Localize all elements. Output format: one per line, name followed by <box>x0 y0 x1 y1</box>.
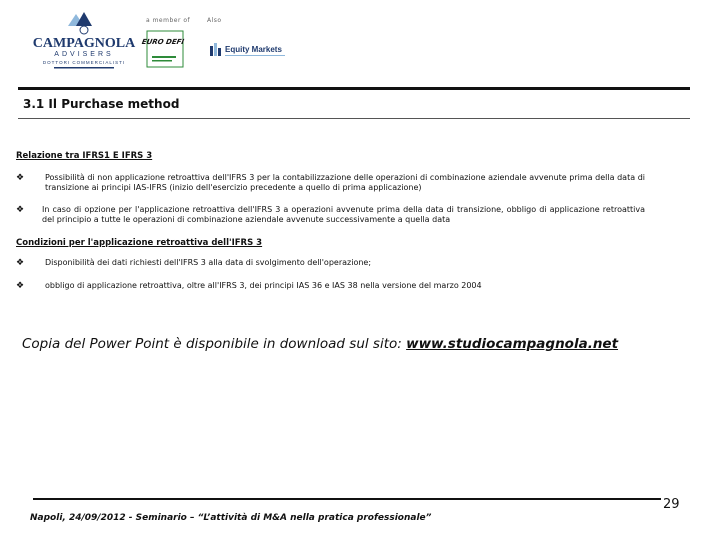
heading-ifrs1-ifrs3: Relazione tra IFRS1 E IFRS 3 <box>16 151 153 161</box>
bullet-diamond-icon: ❖ <box>16 258 25 268</box>
heading-condizioni: Condizioni per l'applicazione retroattiva dell'IFRS 3 <box>16 238 263 248</box>
website-link[interactable]: www.studiocampagnola.net <box>406 336 619 352</box>
member-label: a member of <box>146 17 191 24</box>
euro-defi-logo <box>141 30 185 68</box>
equity-logo-text: Equity Markets <box>225 45 282 54</box>
logo-tagline-text: DOTTORI COMMERCIALISTI <box>42 60 126 65</box>
bullet-text: In caso di opzione per l'applicazione retroattiva dell'IFRS 3 a operazioni avvenute prima della data di transizione, obbligo di applicazione retroattiva del principio a tutte le operazioni di combinazione aziendale avvenute successivamente a quella data <box>42 205 645 224</box>
bullet-diamond-icon: ❖ <box>16 281 25 291</box>
campagnola-advisers-logo <box>28 10 140 72</box>
bullet-text: Disponibilità dei dati richiesti dell'IFRS 3 alla data di svolgimento dell'operazione; <box>45 258 372 267</box>
logo-sub-text: ADVISERS <box>54 51 114 58</box>
bullet-diamond-icon: ❖ <box>16 205 25 215</box>
footer-divider <box>33 498 661 500</box>
equity-markets-logo <box>208 40 290 64</box>
footer-text: Napoli, 24/09/2012 - Seminario – “L’attività di M&A nella pratica professionale” <box>30 513 432 523</box>
download-notice <box>22 336 618 352</box>
euro-logo-text: EURO DEFI <box>141 37 185 46</box>
bullet-text: obbligo di applicazione retroattiva, oltre all'IFRS 3, dei principi IAS 36 e IAS 38 nella versione del marzo 2004 <box>45 281 482 290</box>
download-prefix: Copia del Power Point è disponibile in download sul sito: <box>22 336 407 352</box>
page-number: 29 <box>663 497 680 512</box>
logo-brand-text: CAMPAGNOLA <box>32 36 136 51</box>
header-divider <box>18 87 690 90</box>
page-title: 3.1 Il Purchase method <box>23 97 180 111</box>
title-divider <box>18 118 690 119</box>
also-label: Also <box>207 17 222 24</box>
bullet-diamond-icon: ❖ <box>16 173 25 183</box>
bullet-text: Possibilità di non applicazione retroattiva dell'IFRS 3 per la contabilizzazione delle operazioni di combinazione aziendale avvenute prima della data di transizione ai principi IAS-IFRS (inizio dell'esercizio precedente a quello di prima applicazione) <box>45 173 645 192</box>
